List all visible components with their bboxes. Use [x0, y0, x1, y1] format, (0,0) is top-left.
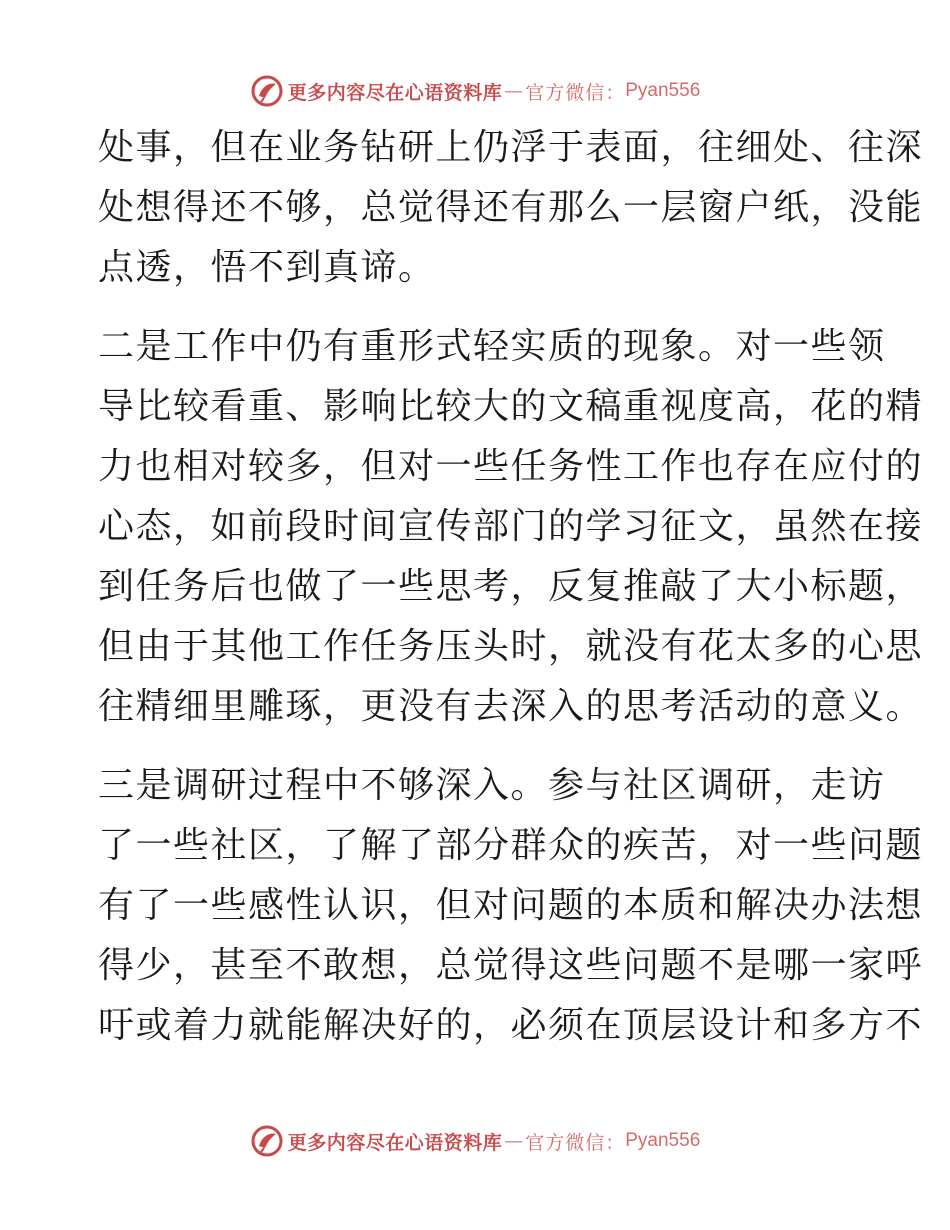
document-body	[98, 118, 924, 1056]
brand-text: 更多内容尽在心语资料库	[287, 1131, 503, 1154]
paragraph	[98, 317, 924, 737]
brand-logo-icon	[250, 74, 284, 108]
brand-text: 更多内容尽在心语资料库	[287, 81, 503, 104]
text-line: 心态，如前段时间宣传部门的学习征文，虽然在接	[98, 506, 924, 547]
header-banner	[0, 71, 950, 111]
text-line: 处事，但在业务钻研上仍浮于表面，往细处、往深	[98, 127, 924, 168]
paragraph	[98, 756, 924, 1056]
paragraph	[98, 118, 924, 298]
text-line: 二是工作中仍有重形式轻实质的现象。对一些领	[98, 326, 886, 367]
wechat-id: Pyan556	[625, 80, 701, 101]
text-line: 点透，悟不到真谛。	[98, 247, 436, 288]
text-line: 得少，甚至不敢想，总觉得这些问题不是哪一家呼	[98, 945, 924, 986]
text-line: 有了一些感性认识，但对问题的本质和解决办法想	[98, 885, 924, 926]
brand-logo-icon	[250, 1124, 284, 1158]
text-line: 但由于其他工作任务压头时，就没有花太多的心思	[98, 626, 924, 667]
official-wechat-label: 官方微信：	[525, 81, 626, 104]
official-wechat-label: 官方微信：	[525, 1131, 626, 1154]
footer-banner	[0, 1121, 950, 1161]
text-line: 到任务后也做了一些思考，反复推敲了大小标题，	[98, 566, 924, 607]
text-line: 了一些社区，了解了部分群众的疾苦，对一些问题	[98, 825, 924, 866]
text-line: 导比较看重、影响比较大的文稿重视度高，花的精	[98, 386, 924, 427]
text-line: 吁或着力就能解决好的，必须在顶层设计和多方不	[98, 1005, 924, 1046]
text-line: 三是调研过程中不够深入。参与社区调研，走访	[98, 765, 886, 806]
text-line: 往精细里雕琢，更没有去深入的思考活动的意义。	[98, 686, 924, 727]
banner-separator: —	[504, 1130, 524, 1152]
text-line: 处想得还不够，总觉得还有那么一层窗户纸，没能	[98, 187, 924, 228]
text-line: 力也相对较多，但对一些任务性工作也存在应付的	[98, 446, 924, 487]
wechat-id: Pyan556	[625, 1130, 701, 1151]
banner-separator: —	[504, 80, 524, 102]
